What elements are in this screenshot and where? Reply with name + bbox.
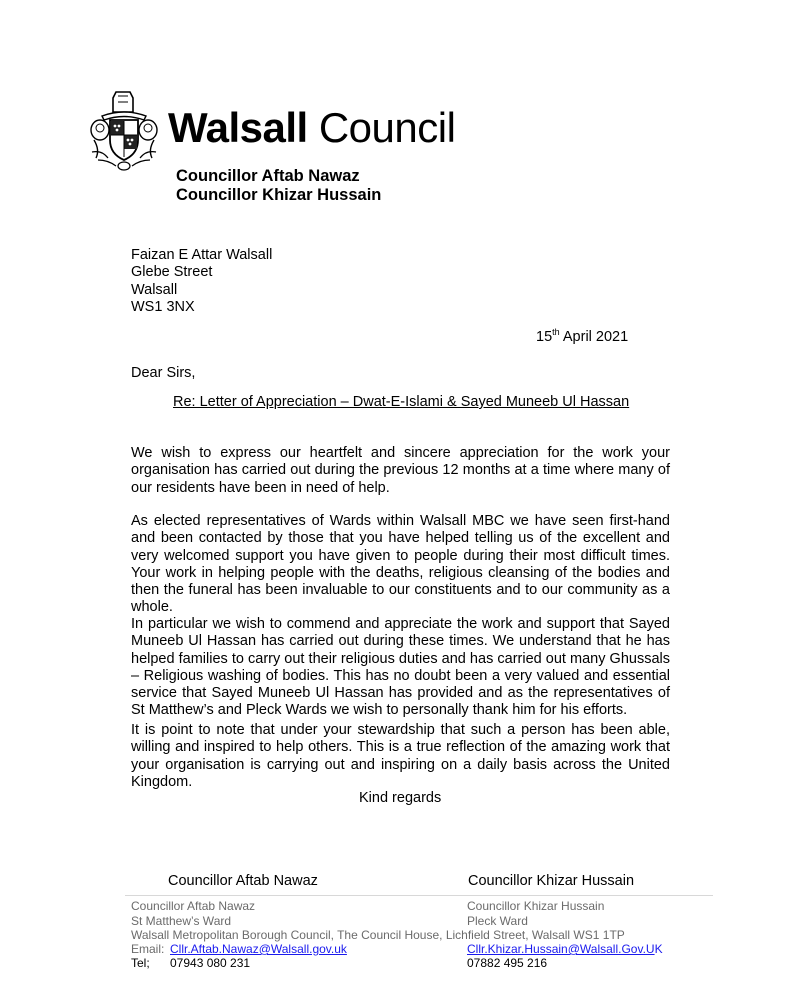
footer-right-contact: [467, 899, 604, 928]
footer-email-label: Email:: [131, 942, 165, 956]
footer-right-ward: Pleck Ward: [467, 913, 528, 928]
coat-of-arms-icon: [88, 88, 160, 172]
footer-email-right-tail: K: [654, 942, 663, 956]
footer-left-ward: St Matthew’s Ward: [131, 913, 232, 928]
council-crest-logo: [88, 88, 160, 172]
footer-email-link-right[interactable]: Cllr.Khizar.Hussain@Walsall.Gov.U: [467, 942, 655, 956]
footer-left-name: Councillor Aftab Nawaz: [131, 899, 256, 913]
address-line: Faizan E Attar Walsall: [131, 247, 273, 263]
date-rest: April 2021: [559, 329, 629, 345]
wordmark-bold: Walsall: [168, 104, 308, 151]
recipient-address: [131, 247, 272, 316]
letterhead-councillor-2: Councillor Khizar Hussain: [176, 186, 382, 204]
subject-line: Re: Letter of Appreciation – Dwat-E-Islami & Sayed Muneeb Ul Hassan: [173, 394, 630, 410]
body-paragraph-1: We wish to express our heartfelt and sincere appreciation for the work your organisation has carried out during the previous 12 months at a time where many of our residents have been in need of help.: [131, 445, 670, 496]
letterhead-councillor-1: Councillor Aftab Nawaz: [176, 167, 360, 185]
address-line: Glebe Street: [131, 264, 213, 281]
footer-tel-label: Tel;: [131, 956, 150, 970]
council-wordmark: [168, 104, 455, 152]
wordmark-light: Council: [318, 104, 456, 151]
date-day: 15: [536, 329, 553, 345]
footer-council-address: Walsall Metropolitan Borough Council, The Council House, Lichfield Street, Walsall WS1 1TP: [131, 928, 625, 942]
footer-email-right: [467, 942, 663, 957]
footer-tel-left: 07943 080 231: [170, 956, 251, 970]
body-paragraph-2: As elected representatives of Wards within Walsall MBC we have seen first-hand and been contacted by those that you have helped telling us of the excellent and very welcomed support you have given to people during their most difficult times. Your work in helping people with the deaths, religious cleansing of the bodies and then the funeral has been invaluable to our constituents and to our community as a whole.: [131, 513, 670, 616]
footer-tel-right: 07882 495 216: [467, 956, 548, 970]
footer-left-contact: [131, 899, 255, 928]
salutation: Dear Sirs,: [131, 365, 196, 381]
body-paragraph-4: It is point to note that under your stewardship that such a person has been able, willing and inspired to help others. This is a true reflection of the amazing work that your organisation is carrying out and inspiring on a daily basis across the United Kingdom.: [131, 722, 670, 790]
signature-name-1: Councillor Aftab Nawaz: [168, 873, 318, 889]
address-line: WS1 3NX: [131, 298, 195, 315]
letterhead-councillors: [176, 167, 381, 205]
body-paragraph-3: In particular we wish to commend and appreciate the work and support that Sayed Muneeb Ul Hassan has carried out during these times. We understand that he has helped families to carry out their religious duties and has carried out many Ghussals – Religious washing of bodies. This has no doubt been a very valued and essential service that Sayed Muneeb Ul Hassan has provided and as the representatives of St Matthew’s and Pleck Wards we wish to personally thank him for his efforts.: [131, 616, 670, 719]
letter-date: [536, 329, 628, 345]
footer-right-name: Councillor Khizar Hussain: [467, 899, 605, 913]
footer-email-link-left[interactable]: Cllr.Aftab.Nawaz@Walsall.gov.uk: [170, 942, 347, 956]
signature-name-2: Councillor Khizar Hussain: [468, 873, 635, 889]
date-suffix: th: [552, 327, 560, 337]
address-line: Walsall: [131, 281, 178, 298]
footer-divider: [125, 895, 713, 896]
closing: Kind regards: [359, 790, 442, 806]
